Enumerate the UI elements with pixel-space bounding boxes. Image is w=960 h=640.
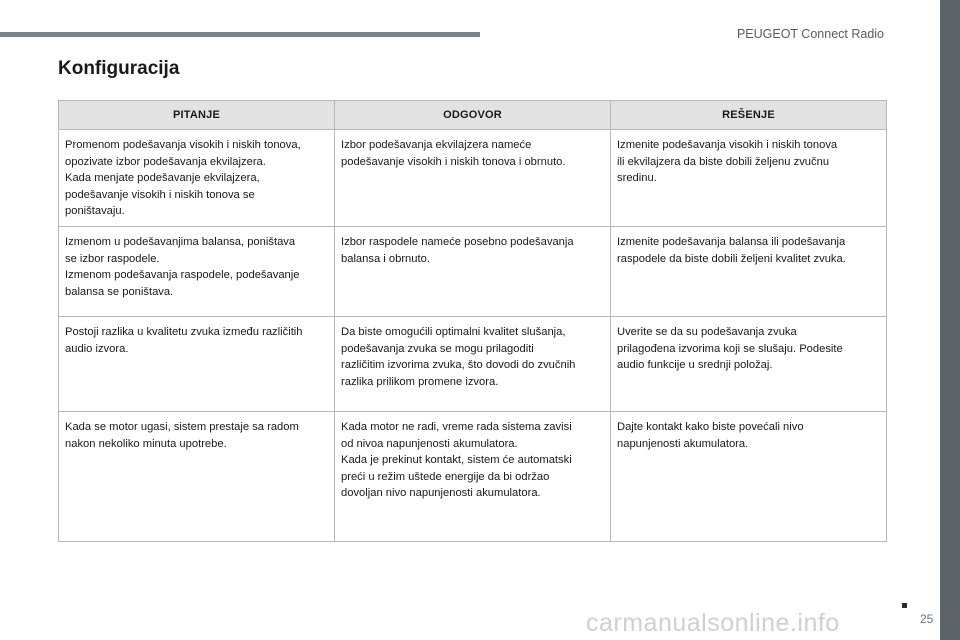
answer-cell: Izbor podešavanja ekvilajzera nameće podešavanje visokih i niskih tonova i obrnuto.: [335, 130, 611, 227]
question-cell: Kada se motor ugasi, sistem prestaje sa radom nakon nekoliko minuta upotrebe.: [59, 411, 335, 541]
page-number: 25: [920, 612, 934, 626]
side-strip: [940, 0, 960, 640]
answer-cell: Kada motor ne radi, vreme rada sistema zavisi od nivoa napunjenosti akumulatora. Kada je prekinut kontakt, sistem će automatski preći u režim uštede energije da bi održao dovoljan nivo napunjenosti akumulatora.: [335, 411, 611, 541]
question-cell: Promenom podešavanja visokih i niskih tonova, opozivate izbor podešavanja ekvilajzera. Kada menjate podešavanje ekvilajzera, podešavanje visokih i niskih tonova se poništavaju.: [59, 130, 335, 227]
question-cell: Izmenom u podešavanjima balansa, poništava se izbor raspodele. Izmenom podešavanja raspodele, podešavanje balansa se poništava.: [59, 226, 335, 316]
footer-dot-marker: [902, 603, 907, 608]
column-header-question: PITANJE: [59, 101, 335, 130]
solution-cell: Dajte kontakt kako biste povećali nivo napunjenosti akumulatora.: [611, 411, 887, 541]
troubleshooting-table: [58, 100, 887, 542]
table-row: [59, 411, 887, 541]
table-row: [59, 226, 887, 316]
column-header-solution: REŠENJE: [611, 101, 887, 130]
page-title: Konfiguracija: [58, 58, 180, 79]
table-header-row: [59, 101, 887, 130]
column-header-answer: ODGOVOR: [335, 101, 611, 130]
header-bar: [0, 32, 480, 37]
question-cell: Postoji razlika u kvalitetu zvuka između različitih audio izvora.: [59, 316, 335, 411]
watermark: carmanualsonline.info: [586, 609, 840, 637]
answer-cell: Da biste omogućili optimalni kvalitet slušanja, podešavanja zvuka se mogu prilagoditi različitim izvorima zvuka, što dovodi do zvučnih razlika prilikom promene izvora.: [335, 316, 611, 411]
solution-cell: Izmenite podešavanja balansa ili podešavanja raspodele da biste dobili željeni kvalitet zvuka.: [611, 226, 887, 316]
table-row: [59, 316, 887, 411]
product-label: PEUGEOT Connect Radio: [736, 27, 884, 41]
solution-cell: Izmenite podešavanja visokih i niskih tonova ili ekvilajzera da biste dobili željenu zvučnu sredinu.: [611, 130, 887, 227]
table-row: [59, 130, 887, 227]
solution-cell: Uverite se da su podešavanja zvuka prilagođena izvorima koji se slušaju. Podesite audio funkcije u srednji položaj.: [611, 316, 887, 411]
answer-cell: Izbor raspodele nameće posebno podešavanja balansa i obrnuto.: [335, 226, 611, 316]
